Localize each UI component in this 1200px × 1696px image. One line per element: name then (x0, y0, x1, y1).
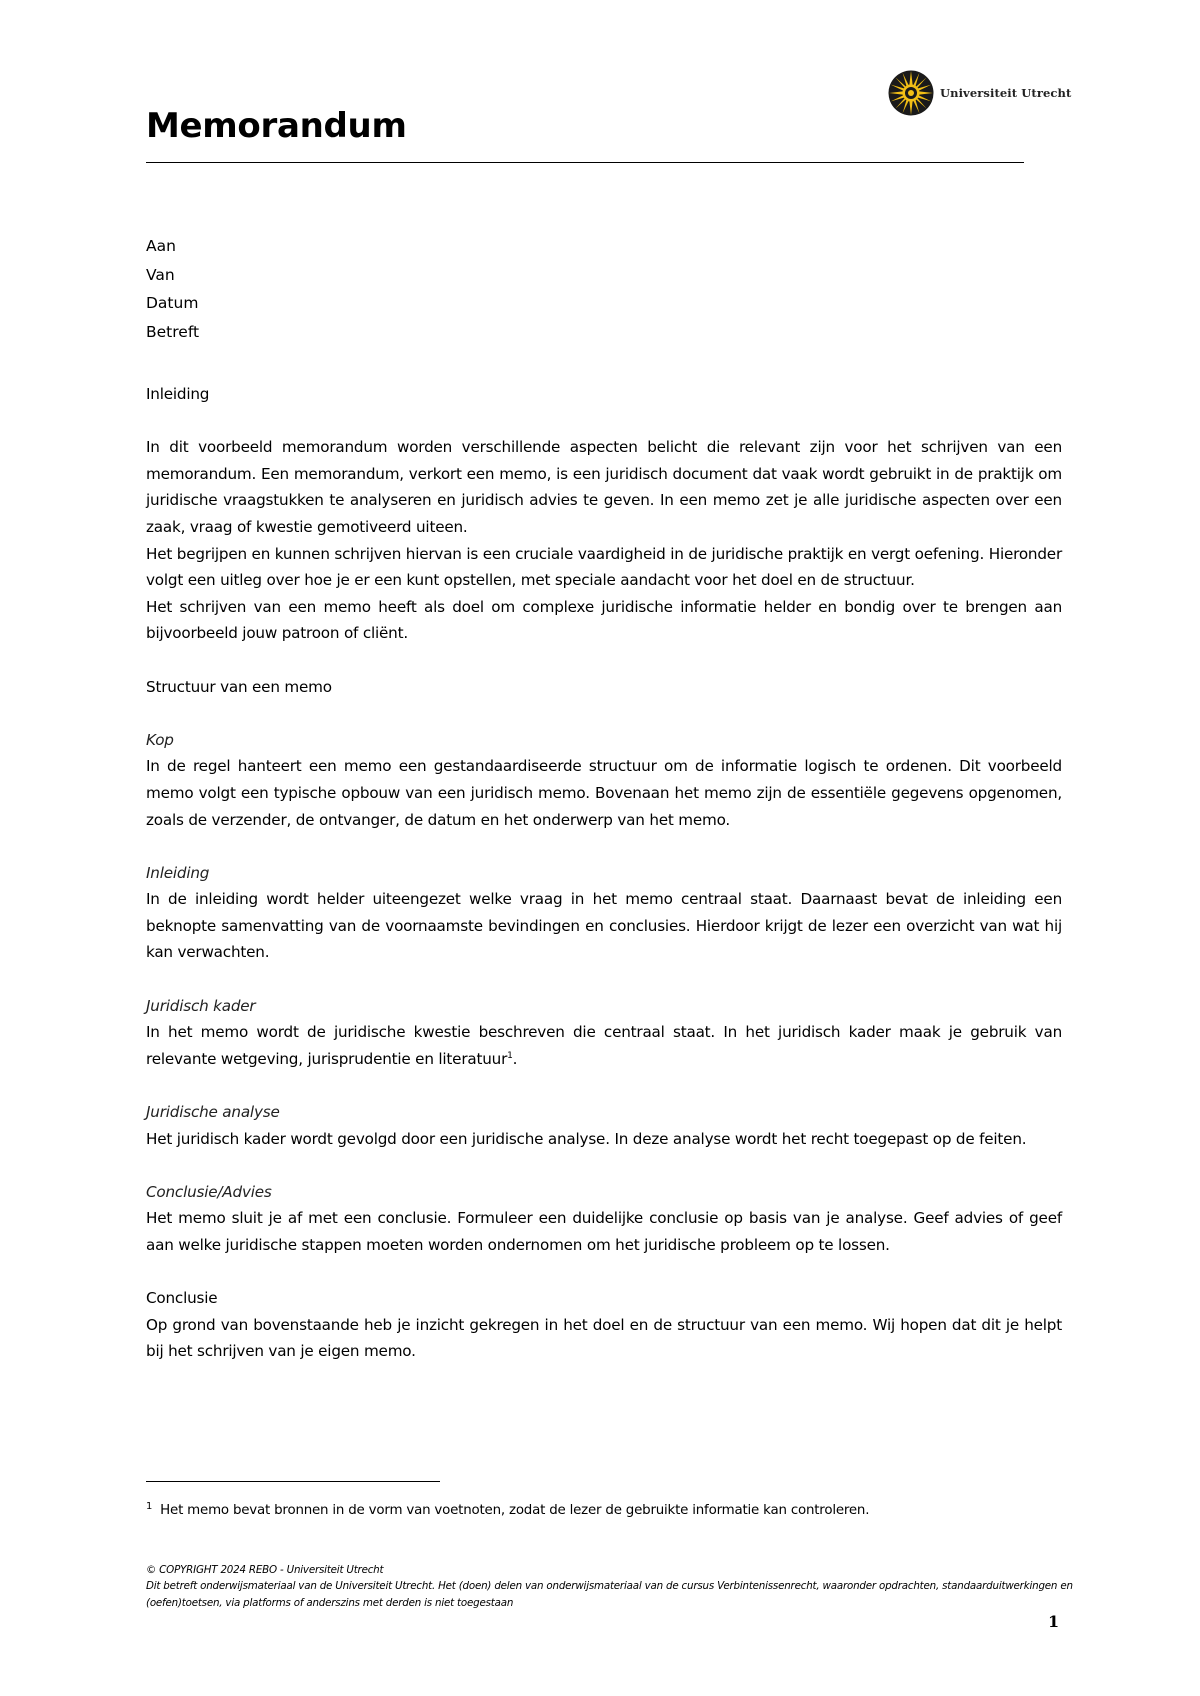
memo-body (146, 381, 1062, 1365)
heading-conclusie: Conclusie (146, 1289, 218, 1308)
meta-van-label: Van (146, 265, 175, 284)
conclusie-advies-paragraph: Het memo sluit je af met een conclusie. Formuleer een duidelijke conclusie op basis van je analyse. Geef advies of geef aan welke juridische stappen moeten worden ondernomen om het juridische probleem op te lossen. (146, 1209, 1062, 1254)
copyright-line: © COPYRIGHT 2024 REBO - Universiteit Utrecht (146, 1564, 384, 1576)
heading-structuur: Structuur van een memo (146, 677, 332, 696)
intro-paragraph-2: Het begrijpen en kunnen schrijven hiervan is een cruciale vaardigheid in de juridische praktijk en vergt oefening. Hieronder volgt een uitleg over hoe je er een kunt opstellen, met speciale aandacht voor het doel en de structuur. (146, 544, 1062, 590)
meta-datum-label: Datum (146, 294, 199, 312)
logo-text: Universiteit Utrecht (940, 86, 1072, 100)
copyright-notice (146, 1562, 1076, 1611)
page-title: Memorandum (146, 106, 407, 146)
memo-meta-fields (146, 232, 199, 346)
meta-aan-label: Aan (146, 237, 176, 255)
subheading-conclusie-advies: Conclusie/Advies (146, 1182, 272, 1201)
footnote-divider (146, 1481, 440, 1482)
subheading-juridische-analyse: Juridische analyse (146, 1103, 280, 1122)
kop-paragraph: In de regel hanteert een memo een gestandaardiseerde structuur om de informatie logisch te ordenen. Dit voorbeeld memo volgt een typische opbouw van een juridisch memo. Bovenaan het memo zijn de essentiële gegevens opgenomen, zoals de verzender, de ontvanger, de datum en het onderwerp van het memo. (146, 757, 1062, 829)
juridisch-kader-paragraph (146, 1019, 1062, 1072)
university-logo (888, 70, 1071, 116)
subheading-juridisch-kader: Juridisch kader (146, 996, 256, 1015)
inleiding-paragraph: In de inleiding wordt helder uiteengezet welke vraag in het memo centraal staat. Daarnaast bevat de inleiding een beknopte samenvatting van de voornaamste bevindingen en conclusies. Hierdoor krijgt de lezer een overzicht van wat hij kan verwachten. (146, 890, 1062, 962)
juridisch-kader-end: . (512, 1049, 518, 1068)
intro-paragraph-3: Het schrijven van een memo heeft als doel om complexe juridische informatie helder en bondig over te brengen aan bijvoorbeeld jouw patroon of cliënt. (146, 597, 1062, 643)
footnote-text: Het memo bevat bronnen in de vorm van voetnoten, zodat de lezer de gebruikte informatie kan controleren. (160, 1503, 870, 1518)
conclusie-paragraph: Op grond van bovenstaande heb je inzicht gekregen in het doel en de structuur van een memo. Wij hopen dat dit je helpt bij het schrijven van je eigen memo. (146, 1315, 1062, 1361)
page-number: 1 (1048, 1612, 1060, 1631)
heading-inleiding: Inleiding (146, 385, 210, 403)
title-divider (146, 162, 1024, 163)
juridische-analyse-paragraph: Het juridisch kader wordt gevolgd door een juridische analyse. In deze analyse wordt het recht toegepast op de feiten. (146, 1129, 1027, 1148)
subheading-kop: Kop (146, 730, 174, 749)
footnote (146, 1501, 869, 1518)
copyright-disclaimer: Dit betreft onderwijsmateriaal van de Universiteit Utrecht. Het (doen) delen van onderwijsmateriaal van de cursus Verbintenissenrecht, waaronder opdrachten, standaarduitwerkingen en (oefen)toetsen, via platforms of anderszins met derden is niet toegestaan (146, 1580, 1073, 1609)
meta-betreft-label: Betreft (146, 322, 200, 341)
footnote-number: 1 (146, 1501, 153, 1512)
footnote-reference[interactable]: 1 (507, 1050, 513, 1061)
sun-seal-icon (888, 70, 934, 116)
juridisch-kader-text: In het memo wordt de juridische kwestie beschreven die centraal staat. In het juridisch kader maak je gebruik van relevante wetgeving, jurisprudentie en literatuur (146, 1023, 1062, 1068)
subheading-inleiding: Inleiding (146, 863, 210, 882)
intro-paragraph-1: In dit voorbeeld memorandum worden verschillende aspecten belicht die relevant zijn voor het schrijven van een memorandum. Een memorandum, verkort een memo, is een juridisch document dat vaak wordt gebruikt in de praktijk om juridische vraagstukken te analyseren en juridisch advies te geven. In een memo zet je alle juridische aspecten over een zaak, vraag of kwestie gemotiveerd uiteen. (146, 438, 1062, 536)
